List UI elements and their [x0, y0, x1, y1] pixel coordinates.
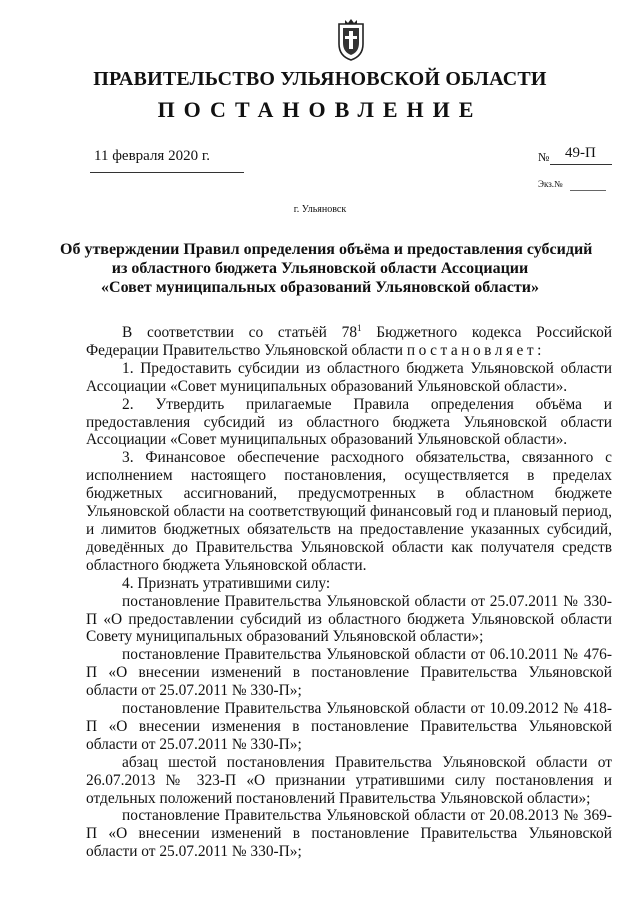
- article-superscript: 1: [357, 322, 362, 333]
- paragraph-1: 1. Предоставить субсидии из областного бюджета Ульяновской области Ассоциации «Совет муниципальных образований Ульяновской области».: [86, 359, 612, 395]
- repealed-item: постановление Правительства Ульяновской области от 25.07.2011 № 330-П «О предоставлении субсидий из областного бюджета Ульяновской области Совету муниципальных образований Ульяновской области»;: [86, 592, 612, 646]
- document-type: ПОСТАНОВЛЕНИЕ: [157, 97, 483, 122]
- copy-underline: [570, 190, 606, 191]
- title-line: из областного бюджета Ульяновской области Ассоциации: [111, 260, 529, 277]
- city: г. Ульяновск: [293, 204, 347, 215]
- intro-text: В соответствии со статьёй 78: [122, 324, 358, 341]
- paragraph-2: 2. Утвердить прилагаемые Правила определения объёма и предоставления субсидий из областного бюджета Ульяновской области Ассоциации «Совет муниципальных образований Ульяновской области».: [86, 395, 612, 449]
- repealed-item: постановление Правительства Ульяновской области от 20.08.2013 № 369-П «О внесении изменений в постановление Правительства Ульяновской области от 25.07.2011 № 330-П»;: [86, 807, 612, 861]
- document-body: [86, 324, 612, 861]
- intro-text-cont: Бюджетного кодекса Российской Федерации Правительство Ульяновской области: [86, 324, 612, 359]
- document-number: 49-П: [565, 145, 596, 161]
- title-line: Об утверждении Правил определения объёма и предоставления субсидий: [60, 241, 593, 258]
- paragraph-4: 4. Признать утратившими силу:: [122, 574, 331, 592]
- decree-word: постановляет: [406, 341, 538, 359]
- number-sign: №: [538, 150, 550, 164]
- government-name: ПРАВИТЕЛЬСТВО УЛЬЯНОВСКОЙ ОБЛАСТИ: [93, 68, 547, 90]
- copy-number-label: Экз.№: [538, 179, 563, 189]
- coat-of-arms-icon: [334, 18, 368, 62]
- title-line: «Совет муниципальных образований Ульяновской области»: [101, 279, 539, 296]
- date-underline: [90, 172, 244, 173]
- document-date: 11 февраля 2020 г.: [94, 148, 211, 164]
- intro-paragraph: [86, 324, 612, 360]
- repealed-item: постановление Правительства Ульяновской области от 06.10.2011 № 476-П «О внесении изменений в постановление Правительства Ульяновской области от 25.07.2011 № 330-П»;: [86, 646, 612, 700]
- paragraph-3: 3. Финансовое обеспечение расходного обязательства, связанного с исполнением настоящего постановления, осуществляется в пределах бюджетных ассигнований, предусмотренных в областном бюджете Ульяновской области на соответствующий финансовый год и плановый период, и лимитов бюджетных обязательств на предоставление указанных субсидий, доведённых до Правительства Ульяновской области как получателя средств областного бюджета Ульяновской области.: [86, 449, 612, 574]
- number-underline: [550, 164, 612, 165]
- document-title: [60, 240, 593, 297]
- repealed-item: абзац шестой постановления Правительства Ульяновской области от 26.07.2013 № 323-П «О признании утратившими силу постановления и отдельных положений постановлений Правительства Ульяновской области»;: [86, 753, 612, 807]
- repealed-item: постановление Правительства Ульяновской области от 10.09.2012 № 418-П «О внесении изменения в постановление Правительства Ульяновской области от 25.07.2011 № 330-П»;: [86, 700, 612, 753]
- intro-colon: :: [537, 341, 542, 359]
